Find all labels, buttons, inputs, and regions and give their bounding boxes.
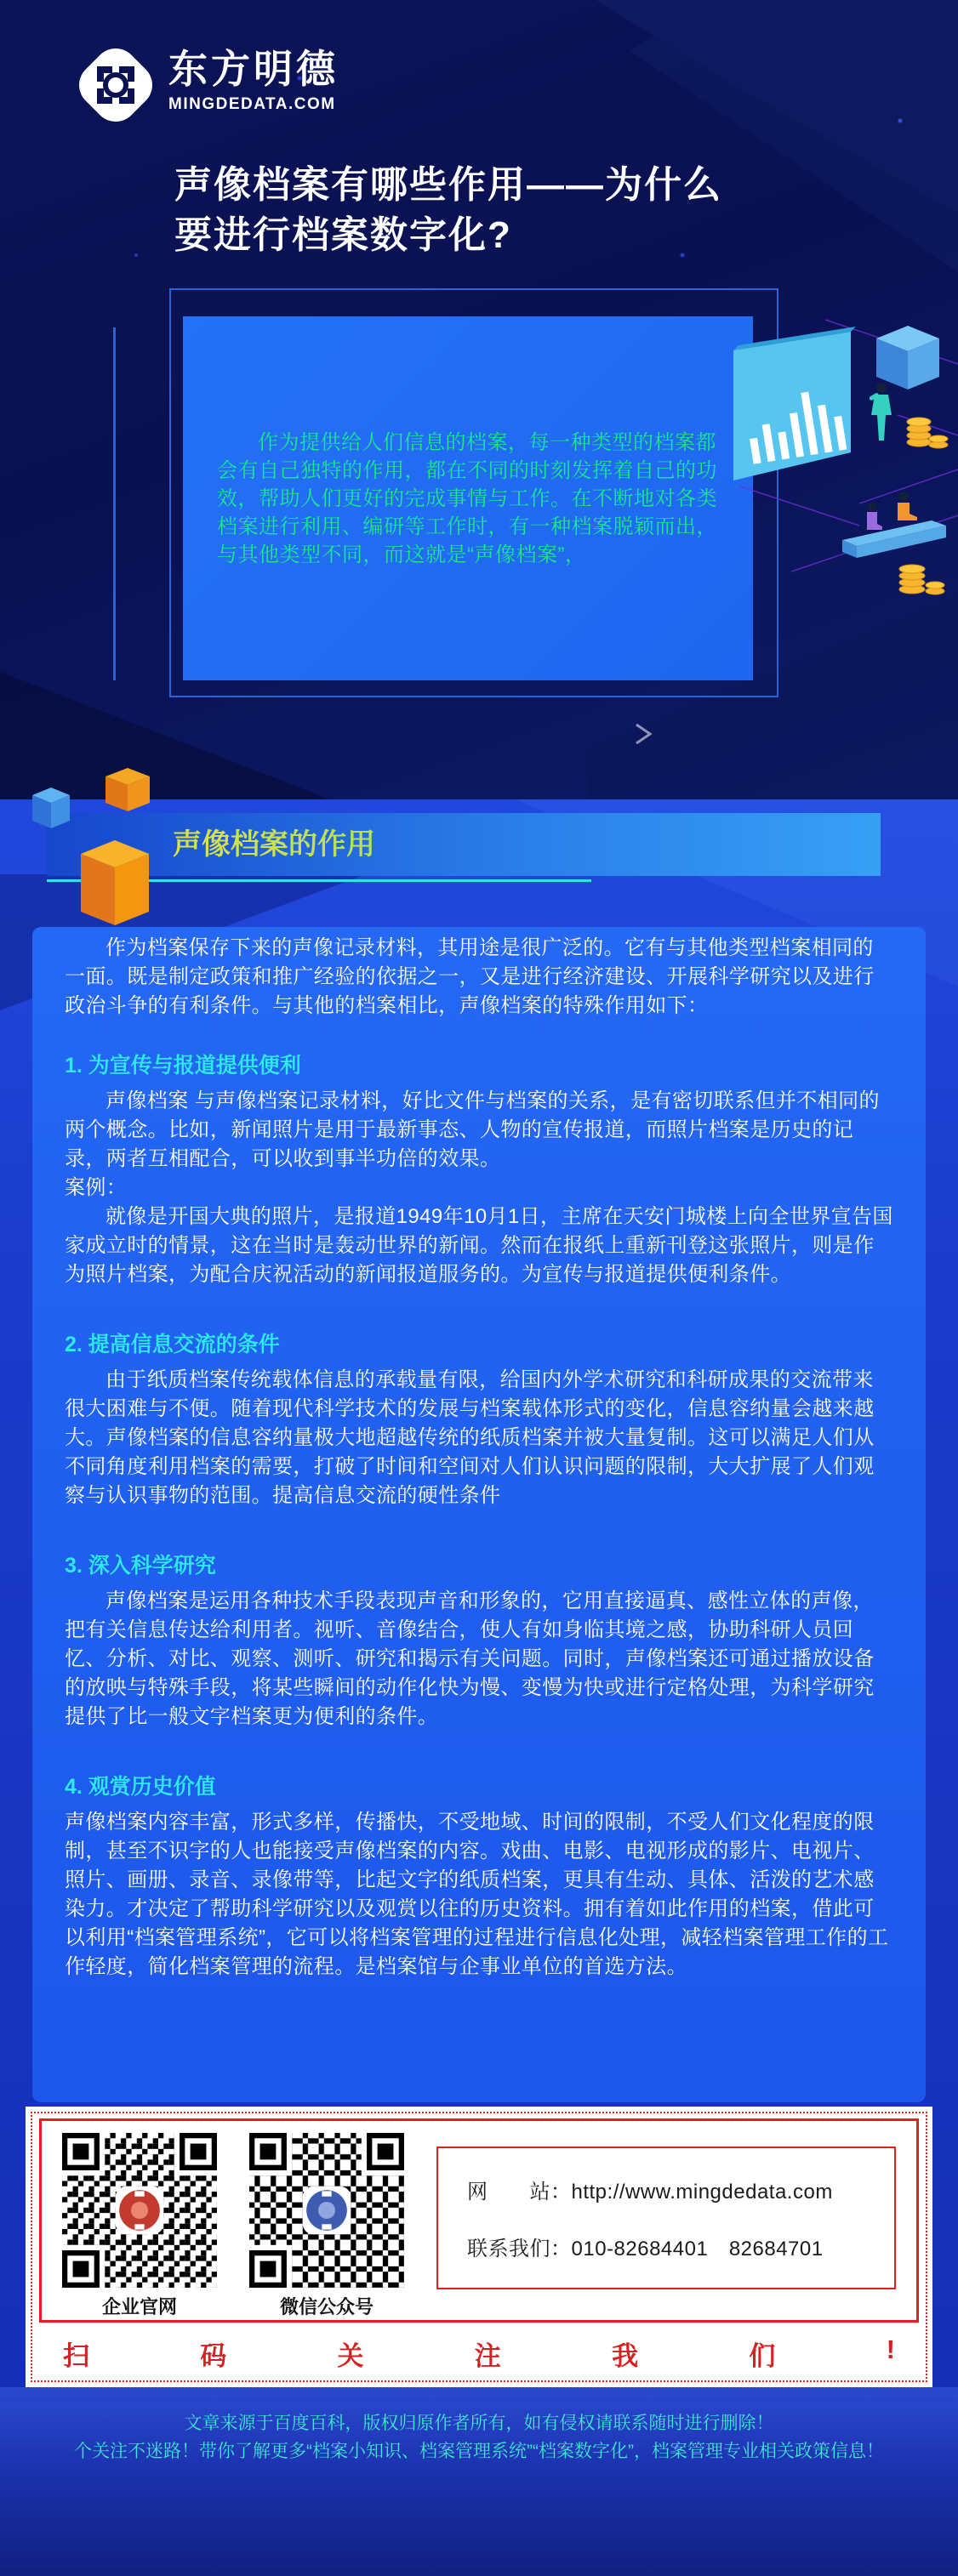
website-url: http://www.mingdedata.com [571, 2181, 833, 2204]
phone-numbers: 010-82684401 82684701 [571, 2237, 824, 2260]
website-label: 网 站： [467, 2181, 572, 2204]
intro-text: 作为提供给人们信息的档案，每一种类型的档案都会有自己独特的作用，都在不同的时刻发挥着自己的功效，帮助人们更好的完成事情与工作。在不断地对各类档案进行利用、编研等工作时，有一种档案脱颖而出，与其他类型不同，而这就是“声像档案”， [217, 430, 717, 566]
scan-follow-slogan [63, 2334, 895, 2373]
intro-accent-line [113, 327, 116, 680]
qr-center-logo-blue [303, 2186, 351, 2234]
page-title-line2: 要进行档案数字化? [174, 214, 512, 256]
slogan-char: 注 [474, 2341, 501, 2371]
coins-stack-top [907, 418, 948, 448]
phone-line [467, 2232, 884, 2261]
qr-code-company-site [62, 2133, 217, 2288]
page-title-line1: 声像档案有哪些作用——为什么 [174, 164, 722, 206]
article-lead: 作为档案保存下来的声像记录材料，其用途是很广泛的。它有与其他类型档案相同的一面。既是制定政策和推广经验的依据之一，又是进行经济建设、开展科学研究以及进行政治斗争的有利条件。与其他的档案相比，声像档案的特殊作用如下： [65, 936, 875, 1017]
section-3-body: 声像档案是运用各种技术手段表现声音和形象的，它用直接逼真、感性立体的声像，把有关信息传达给利用者。视听、音像结合，使人有如身临其境之感，协助科研人员回忆、分析、对比、观察、测听、研究和揭示有关问题。同时，声像档案还可通过播放设备的放映与特殊手段，将某些瞬间的动作化快为慢、变慢为快或进行定格处理，为科学研究提供了比一般文字档案更为便利的条件。 [65, 1589, 875, 1728]
coins-stack-bottom [899, 565, 944, 594]
section-3-heading: 3. 深入科学研究 [65, 1554, 216, 1578]
intro-box [183, 316, 753, 680]
cube-icon [876, 326, 939, 390]
qr-contact-box [39, 2118, 919, 2323]
slogan-char: 们 [749, 2341, 776, 2371]
article-panel [32, 927, 926, 2102]
case-label: 案例： [65, 1176, 128, 1199]
qr-code-wechat [249, 2133, 404, 2288]
qr-center-logo-red [116, 2186, 163, 2234]
qr-item-wechat [249, 2133, 404, 2319]
phone-label: 联系我们： [467, 2237, 572, 2260]
brand-name: 东方明德 [168, 47, 339, 91]
footer-line1: 文章来源于百度百科，版权归原作者所有，如有侵权请联系随时进行删除！ [184, 2414, 774, 2433]
page-title [174, 160, 722, 260]
presenter-figure [869, 383, 892, 441]
small-orange-cube-icon [105, 768, 150, 811]
section-banner-title: 声像档案的作用 [173, 813, 881, 876]
contact-info-box [436, 2147, 896, 2289]
slogan-char: ! [886, 2334, 895, 2364]
website-line [467, 2175, 884, 2204]
qr-label-website: 企业官网 [101, 2296, 177, 2317]
slogan-char: 扫 [63, 2341, 89, 2371]
slogan-char: 关 [337, 2341, 364, 2371]
section-banner [47, 813, 881, 876]
small-blue-cube-icon [32, 788, 70, 828]
contact-panel [26, 2107, 932, 2387]
brand-logo [75, 44, 339, 126]
isometric-presentation-illustration [715, 306, 958, 600]
qr-label-wechat: 微信公众号 [279, 2296, 374, 2317]
slogan-char: 我 [612, 2341, 639, 2371]
brand-domain: MINGDEDATA.COM [168, 95, 336, 113]
section-2-body: 由于纸质档案传统载体信息的承载量有限，给国内外学术研究和科研成果的交流带来很大困难与不便。随着现代科学技术的发展与档案载体形式的变化，信息容纳量会越来越大。声像档案的信息容纳量极大地超越传统的纸质档案并被大量复制。这可以满足人们从不同角度利用档案的需要，打破了时间和空间对人们认识问题的限制，大大扩展了人们观察与认识事物的范围。提高信息交流的硬性条件 [65, 1368, 875, 1507]
section-4-heading: 4. 观赏历史价值 [65, 1775, 216, 1799]
qr-item-website [62, 2133, 217, 2319]
brand-logo-icon [75, 44, 157, 126]
case-body: 就像是开国大典的照片，是报道1949年10月1日，主席在天安门城楼上向全世界宣告国家成立时的情景，这在当时是轰动世界的新闻。然而在报纸上重新刊登这张照片，则是作为照片档案，为配合庆祝活动的新闻报道服务的。为宣传与报道提供便利条件。 [65, 1205, 893, 1286]
section-2-heading: 2. 提高信息交流的条件 [65, 1333, 280, 1356]
large-orange-cube-icon [81, 840, 149, 925]
header [0, 0, 958, 813]
banner-cubes-icon [30, 755, 166, 972]
section-4-body: 声像档案内容丰富，形式多样，传播快，不受地域、时间的限制，不受人们文化程度的限制，甚至不识字的人也能接受声像档案的内容。戏曲、电影、电视形成的影片、电视片、照片、画册、录音、录像带等，比起文字的纸质档案，更具有生动、具体、活泼的艺术感染力。才决定了帮助科学研究以及观赏以往的历史资料。拥有着如此作用的档案，借此可以利用“档案管理系统”，它可以将档案管理的过程进行信息化处理，减轻档案管理工作的工作轻度，简化档案管理的流程。是档案馆与企事业单位的首选方法。 [65, 1811, 889, 1978]
section-1-heading: 1. 为宣传与报道提供便利 [65, 1054, 301, 1078]
footer [0, 2387, 958, 2576]
section-1-body: 声像档案 与声像档案记录材料，好比文件与档案的关系，是有密切联系但并不相同的两个概念。比如，新闻照片是用于最新事态、人物的宣传报道，而照片档案是历史的记录，两者互相配合，可以收到事半功倍的效果。 [65, 1089, 880, 1170]
footer-line2: 个关注不迷路！带你了解更多“档案小知识、档案管理系统”“档案数字化”，档案管理专业相关政策信息！ [74, 2442, 884, 2461]
bar-chart-screen [733, 327, 856, 481]
slogan-char: 码 [200, 2341, 227, 2371]
